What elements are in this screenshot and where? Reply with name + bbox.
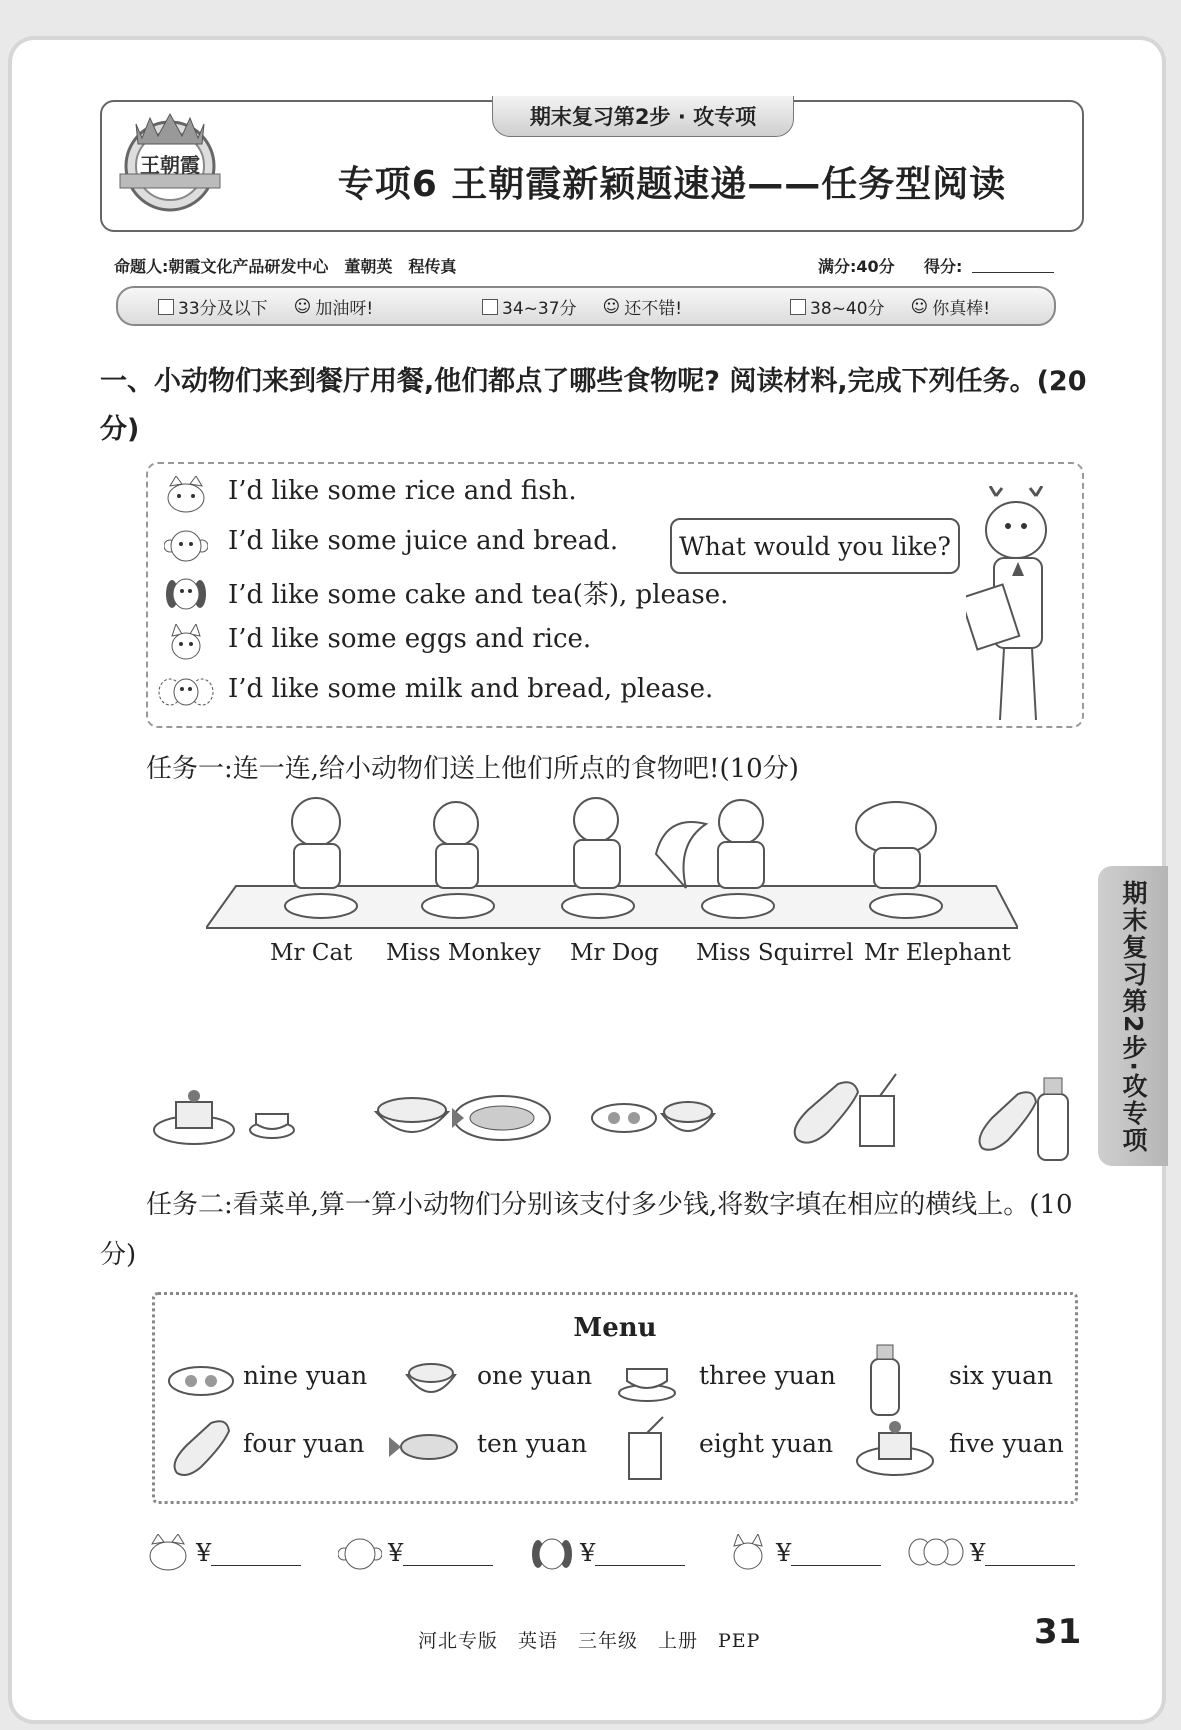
score-checkbox[interactable]	[158, 299, 174, 315]
sentence-dog: I’d like some cake and tea(茶), please.	[228, 580, 729, 610]
side-tab-label: 期末复习第2步·攻专项	[1119, 880, 1148, 1154]
bread-and-juice-icon[interactable]	[788, 1070, 908, 1154]
score-label: 得分:	[924, 257, 963, 276]
page-number: 31	[1034, 1612, 1082, 1652]
menu-price-milk: six yuan	[949, 1361, 1054, 1390]
animal-label-dog: Mr Dog	[570, 940, 659, 966]
score-note: 你真棒!	[932, 299, 991, 319]
answer-blank[interactable]	[211, 1541, 301, 1566]
fish-icon	[389, 1427, 469, 1467]
tea-cup-icon	[617, 1353, 677, 1403]
menu-price-bread: four yuan	[243, 1429, 365, 1458]
score-range-mid	[482, 294, 682, 319]
dog-face-icon	[164, 574, 208, 612]
elephant-face-icon	[908, 1534, 964, 1572]
score-range-label: 38~40分	[810, 299, 885, 319]
menu-title: Menu	[573, 1313, 657, 1343]
payment-squirrel	[726, 1534, 881, 1572]
score-range-label: 34~37分	[502, 299, 577, 319]
elephant-face-icon	[158, 674, 214, 712]
payment-elephant	[908, 1534, 1075, 1572]
smiley-icon: ☺	[293, 296, 312, 317]
sentence-elephant: I’d like some milk and bread, please.	[228, 674, 714, 704]
menu-box	[152, 1292, 1078, 1504]
cake-and-tea-icon[interactable]	[150, 1082, 300, 1152]
payment-cat	[146, 1534, 301, 1572]
currency-symbol: ¥	[776, 1539, 792, 1567]
full-score: 满分:40分	[818, 257, 895, 276]
eggs-icon	[167, 1361, 235, 1401]
currency-symbol: ¥	[580, 1539, 596, 1567]
smiley-icon: ☺	[910, 296, 929, 317]
eggs-and-rice-icon[interactable]	[590, 1088, 716, 1148]
squirrel-face-icon	[726, 1534, 770, 1572]
footer-edition: 河北专版 英语 三年级 上册 PEP	[418, 1630, 761, 1652]
menu-price-cake: five yuan	[949, 1429, 1064, 1458]
cat-face-icon	[164, 476, 208, 514]
reading-material-box	[146, 462, 1084, 728]
score-range-low	[158, 294, 373, 319]
animal-label-elephant: Mr Elephant	[864, 940, 1011, 966]
svg-text:王朝霞: 王朝霞	[140, 153, 200, 177]
sentence-squirrel: I’d like some eggs and rice.	[228, 624, 592, 654]
score-checkbox[interactable]	[482, 299, 498, 315]
task-1-title: 任务一:连一连,给小动物们送上他们所点的食物吧!(10分)	[146, 754, 799, 784]
restaurant-table-illustration	[206, 794, 1018, 936]
rice-bowl-icon	[405, 1357, 457, 1401]
monkey-face-icon	[164, 526, 208, 564]
answer-blank[interactable]	[791, 1541, 881, 1566]
squirrel-face-icon	[164, 624, 208, 662]
cake-icon	[855, 1415, 935, 1479]
dog-face-icon	[530, 1534, 574, 1572]
rice-and-fish-icon[interactable]	[372, 1082, 552, 1152]
score-range-high	[790, 294, 990, 319]
answer-blank[interactable]	[595, 1541, 685, 1566]
score-range-label: 33分及以下	[178, 299, 268, 319]
cat-face-icon	[146, 1534, 190, 1572]
sentence-cat: I’d like some rice and fish.	[228, 476, 577, 506]
milk-bottle-icon	[867, 1343, 903, 1417]
currency-symbol: ¥	[388, 1539, 404, 1567]
bread-icon	[171, 1417, 233, 1481]
side-tab	[1098, 866, 1168, 1166]
brand-seal-logo	[116, 108, 224, 218]
menu-price-eggs: nine yuan	[243, 1361, 368, 1390]
answer-blank[interactable]	[403, 1541, 493, 1566]
bread-and-milk-icon[interactable]	[976, 1070, 1072, 1164]
menu-price-juice: eight yuan	[699, 1429, 834, 1458]
deer-waiter-illustration	[966, 486, 1076, 722]
answer-blank[interactable]	[985, 1541, 1075, 1566]
payment-dog	[530, 1534, 685, 1572]
section-banner: 期末复习第2步 · 攻专项	[492, 96, 794, 137]
currency-symbol: ¥	[970, 1539, 986, 1567]
menu-price-tea: three yuan	[699, 1361, 836, 1390]
speech-bubble: What would you like?	[670, 518, 960, 574]
sentence-monkey: I’d like some juice and bread.	[228, 526, 619, 556]
currency-symbol: ¥	[196, 1539, 212, 1567]
juice-glass-icon	[623, 1415, 671, 1483]
animal-label-monkey: Miss Monkey	[386, 940, 541, 966]
score-checkbox[interactable]	[790, 299, 806, 315]
animal-label-cat: Mr Cat	[270, 940, 353, 966]
score-note: 还不错!	[624, 299, 683, 319]
author-line: 命题人:朝霞文化产品研发中心 董朝英 程传真	[114, 257, 457, 276]
menu-price-rice: one yuan	[477, 1361, 593, 1390]
smiley-icon: ☺	[602, 296, 621, 317]
score-note: 加油呀!	[315, 299, 374, 319]
animal-label-squirrel: Miss Squirrel	[696, 940, 854, 966]
header-panel	[100, 100, 1084, 232]
payment-monkey	[338, 1534, 493, 1572]
score-blank[interactable]	[972, 272, 1054, 273]
menu-price-fish: ten yuan	[477, 1429, 588, 1458]
page-title: 专项6 王朝霞新颖题速递——任务型阅读	[337, 164, 1007, 205]
monkey-face-icon	[338, 1534, 382, 1572]
task-2-title: 任务二:看菜单,算一算小动物们分别该支付多少钱,将数字填在相应的横线上。(10分)	[100, 1190, 1073, 1270]
question-1-prompt: 一、小动物们来到餐厅用餐,他们都点了哪些食物呢? 阅读材料,完成下列任务。(20分)	[100, 366, 1087, 445]
score-range-bar	[116, 286, 1056, 326]
